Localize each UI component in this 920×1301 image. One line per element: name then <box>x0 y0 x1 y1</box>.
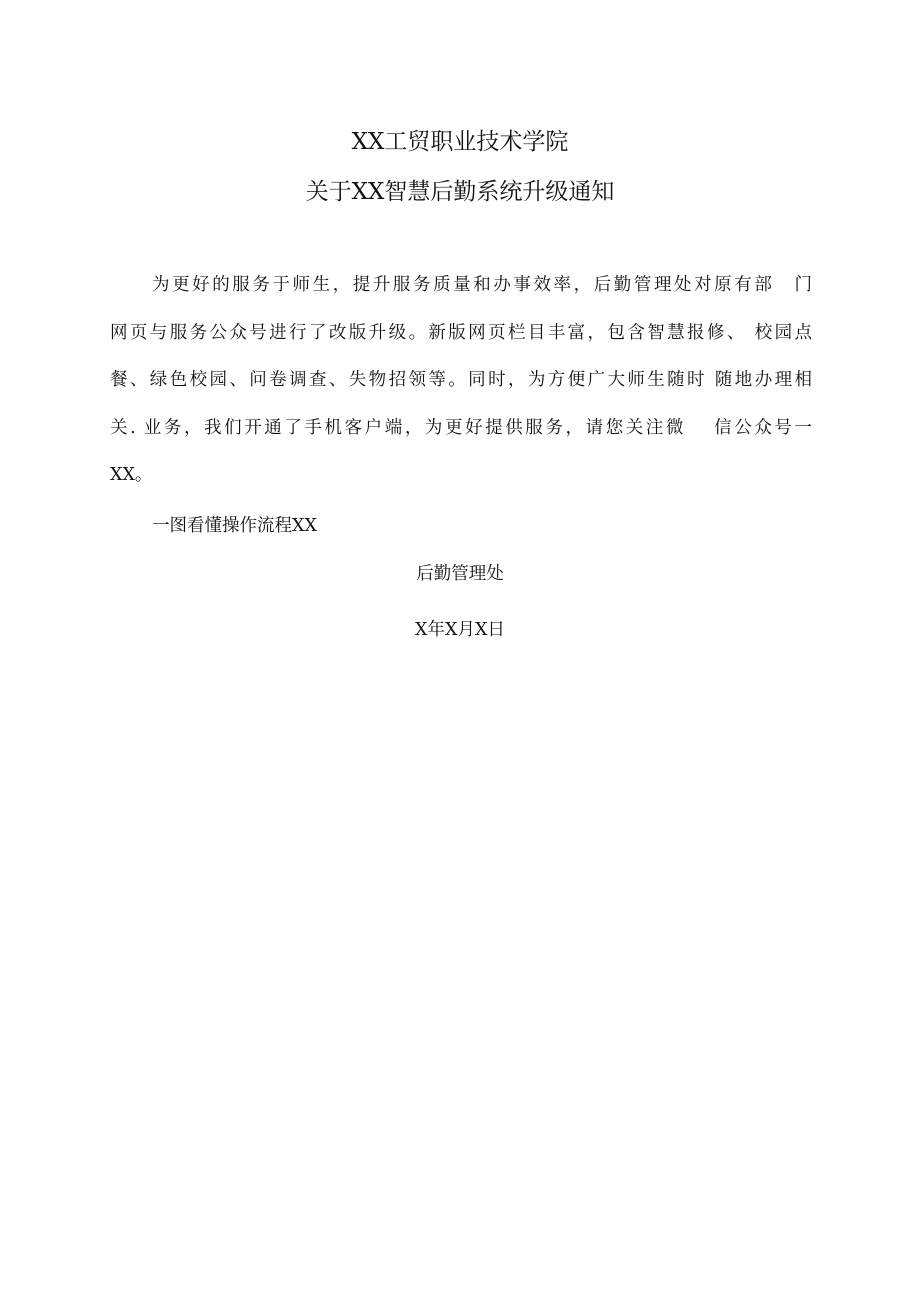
body-line: 餐、绿色校园、问卷调查、失物招领等。同时，为方便广大师生随时 随地办理相 <box>110 370 812 390</box>
body-line: 为更好的服务于师生，提升服务质量和办事效率，后勤管理处对原有部 门 <box>152 275 812 295</box>
document-title-school: XX工贸职业技术学院 <box>351 129 569 155</box>
signature-date: X年X月X日 <box>415 620 505 640</box>
document-title-notice: 关于XX智慧后勤系统升级通知 <box>305 179 615 205</box>
signature-department: 后勤管理处 <box>416 564 504 584</box>
flow-chart-caption: 一图看懂操作流程XX <box>152 516 317 536</box>
body-line: XX。 <box>110 465 153 485</box>
body-paragraph <box>110 262 812 500</box>
body-line: 关. 业务，我们开通了手机客户端，为更好提供服务，请您关注微 信公众号一 <box>110 417 812 438</box>
body-line: 网页与服务公众号进行了改版升级。新版网页栏目丰富，包含智慧报修、 校园点 <box>110 322 812 343</box>
